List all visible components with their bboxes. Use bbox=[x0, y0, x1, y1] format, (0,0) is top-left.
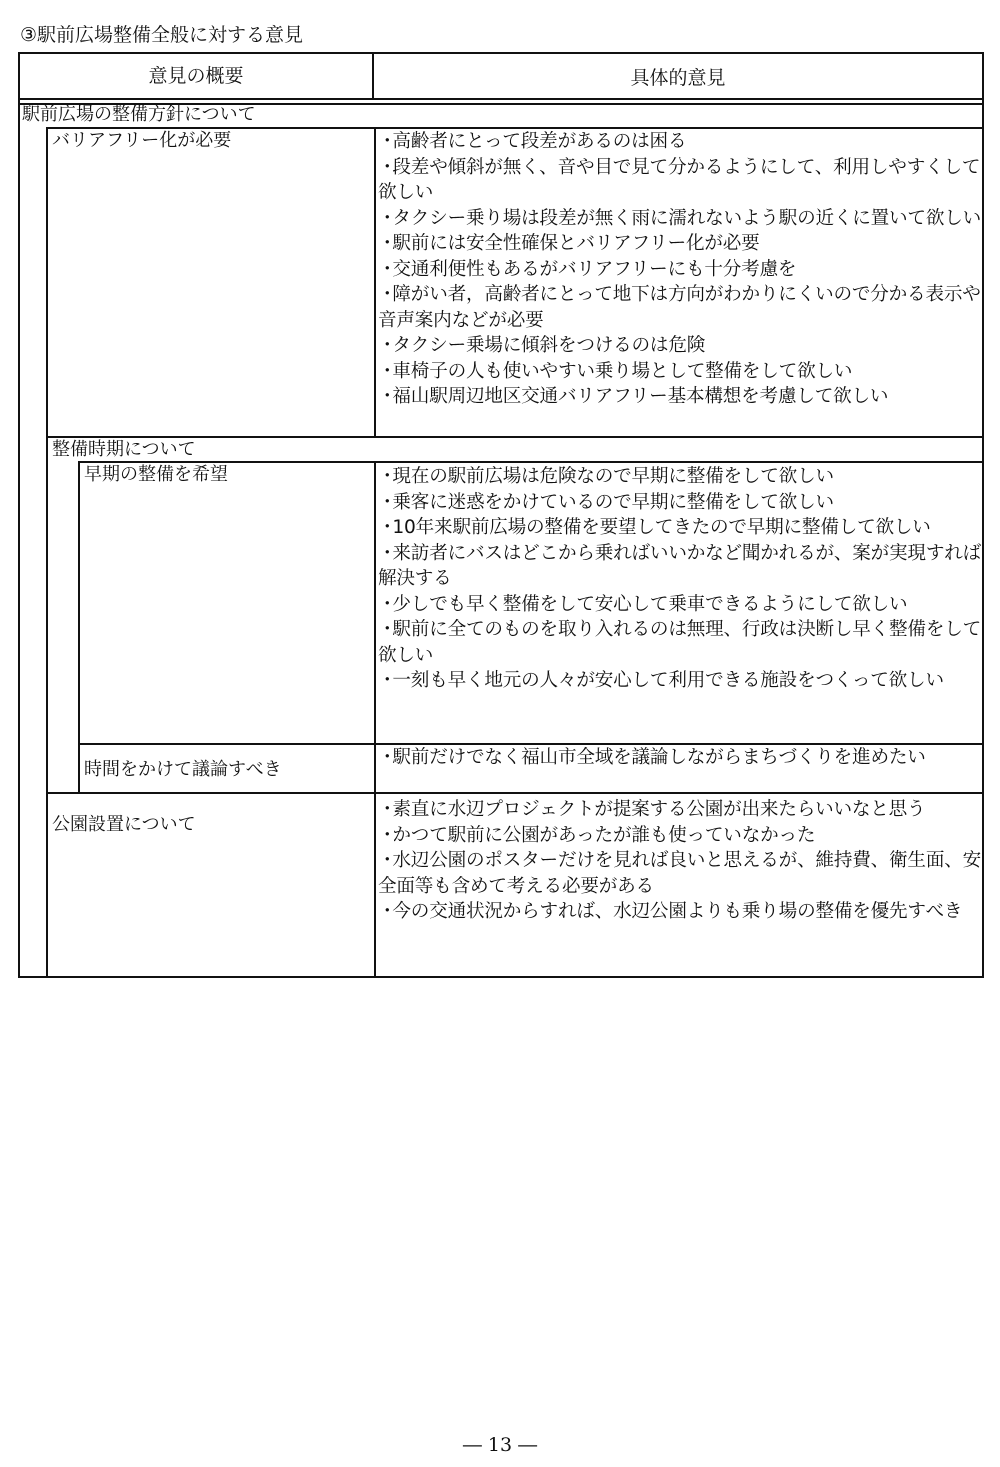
list-item: ・ 駅前だけでなく福山市全域を議論しながらまちづくりを進めたい bbox=[378, 745, 982, 771]
page-number: ― 13 ― bbox=[462, 1434, 538, 1456]
list-item: ・ 少しでも早く整備をして安心して乗車できるようにして欲しい bbox=[378, 592, 982, 618]
header-bottom-line-1 bbox=[19, 98, 983, 100]
group2-bottom-line bbox=[47, 792, 983, 794]
discussion-opinion-list bbox=[378, 745, 982, 771]
early-opinion-list bbox=[378, 464, 982, 694]
header-summary: 意見の概要 bbox=[148, 65, 244, 87]
list-item: ・ 交通利便性もあるがバリアフリーにも十分考慮を bbox=[378, 257, 982, 283]
header-detail: 具体的意見 bbox=[630, 67, 726, 89]
list-item: ・ 来訪者にバスはどこから乗ればいいかなど聞かれるが、案が実現すれば解決する bbox=[378, 541, 982, 592]
level1-indent-line bbox=[46, 127, 48, 977]
list-item: ・ かつて駅前に公園があったが誰も使っていなかった bbox=[378, 823, 982, 849]
group-label-park: 公園設置について bbox=[52, 814, 196, 835]
list-item: ・ 素直に水辺プロジェクトが提案する公園が出来たらいいなと思う bbox=[378, 797, 982, 823]
list-item: ・ 10年来駅前広場の整備を要望してきたので早期に整備して欲しい bbox=[378, 515, 982, 541]
list-item: ・ 一刻も早く地元の人々が安心して利用できる施設をつくって欲しい bbox=[378, 668, 982, 694]
list-item: ・ 車椅子の人も使いやすい乗り場として整備をして欲しい bbox=[378, 359, 982, 385]
section-heading-policy: 駅前広場の整備方針について bbox=[22, 104, 256, 125]
column-divider-group1 bbox=[374, 128, 376, 436]
list-item: ・ 駅前には安全性確保とバリアフリー化が必要 bbox=[378, 231, 982, 257]
list-item: ・ タクシー乗場に傾斜をつけるのは危険 bbox=[378, 333, 982, 359]
list-item: ・ 障がい者，高齢者にとって地下は方向がわかりにくいので分かる表示や音声案内などが必要 bbox=[378, 282, 982, 333]
list-item: ・ タクシー乗り場は段差が無く雨に濡れないよう駅の近くに置いて欲しい bbox=[378, 206, 982, 232]
sub-label-early: 早期の整備を希望 bbox=[84, 464, 228, 485]
list-item: ・ 乗客に迷惑をかけているので早期に整備をして欲しい bbox=[378, 490, 982, 516]
list-item: ・ 現在の駅前広場は危険なので早期に整備をして欲しい bbox=[378, 464, 982, 490]
park-opinion-list bbox=[378, 797, 982, 925]
barrier-free-opinion-list bbox=[378, 129, 982, 410]
list-item: ・ 段差や傾斜が無く、音や目で見て分かるようにして、利用しやすくして欲しい bbox=[378, 155, 982, 206]
group-label-schedule: 整備時期について bbox=[52, 439, 196, 460]
list-item: ・ 今の交通状況からすれば、水辺公園よりも乗り場の整備を優先すべき bbox=[378, 899, 982, 925]
list-item: ・ 水辺公園のポスターだけを見れば良いと思えるが、維持費、衛生面、安全面等も含めて考える必要がある bbox=[378, 848, 982, 899]
list-item: ・ 駅前に全てのものを取り入れるのは無理、行政は決断し早く整備をして欲しい bbox=[378, 617, 982, 668]
column-divider-group2 bbox=[374, 462, 376, 977]
group-label-barrier-free: バリアフリー化が必要 bbox=[52, 130, 232, 151]
list-item: ・ 福山駅周辺地区交通バリアフリー基本構想を考慮して欲しい bbox=[378, 384, 982, 410]
sub-label-discussion: 時間をかけて議論すべき bbox=[84, 759, 282, 780]
list-item: ・ 高齢者にとって段差があるのは困る bbox=[378, 129, 982, 155]
document-title: ③駅前広場整備全般に対する意見 bbox=[20, 24, 304, 46]
